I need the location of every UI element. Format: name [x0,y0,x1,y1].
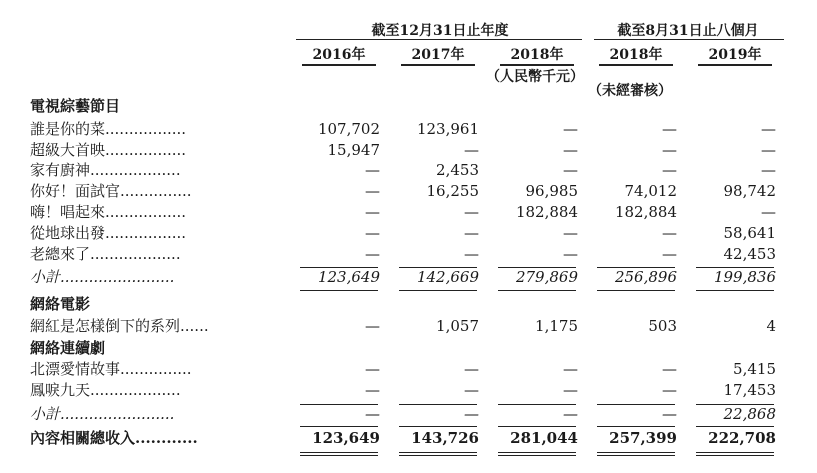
row-label: 北漂愛情故事............... [30,360,192,378]
table-cell: — [662,161,677,179]
table-cell: — [662,224,677,242]
subtotal-rule [300,267,378,268]
subtotal-row [30,404,790,425]
row-label: 小計........................ [30,405,175,423]
table-cell: — [563,224,578,242]
section-heading [30,96,790,117]
table-cell: 123,649 [312,429,380,447]
table-cell: 58,641 [723,224,776,242]
total-double-rule [399,455,477,456]
table-cell: — [563,381,578,399]
table-cell: — [761,141,776,159]
total-double-rule [498,455,576,456]
table-cell: 42,453 [723,245,776,263]
table-row [30,119,790,140]
table-cell: 1,057 [436,317,479,335]
table-cell: 279,869 [515,268,578,286]
table-cell: — [563,245,578,263]
table-cell: — [365,381,380,399]
row-label: 內容相關總收入............ [30,429,198,447]
table-cell: 17,453 [723,381,776,399]
table-cell: 98,742 [723,182,776,200]
subtotal-rule [399,404,477,405]
subtotal-rule [597,290,675,291]
table-cell: — [662,120,677,138]
subtotal-row [30,267,790,288]
table-cell: — [563,360,578,378]
subtotal-rule [498,290,576,291]
table-cell: 281,044 [510,429,578,447]
table-row [30,359,790,380]
table-cell: 15,947 [327,141,380,159]
table-cell: 2,453 [436,161,479,179]
total-double-rule [597,455,675,456]
row-label: 網絡連續劇 [30,339,106,357]
table-row [30,316,790,337]
total-double-rule [696,455,774,456]
table-cell: — [464,360,479,378]
period-group-rule [594,39,784,40]
col-2016: 2016年 [298,44,380,64]
table-cell: — [464,245,479,263]
row-label: 從地球出發................. [30,224,187,242]
col-2017: 2017年 [397,44,479,64]
subtotal-rule [597,404,675,405]
subtotal-rule [300,404,378,405]
total-row [30,428,790,449]
table-cell: 222,708 [708,429,776,447]
subtotal-rule [399,267,477,268]
table-cell: — [365,161,380,179]
table-cell: — [464,381,479,399]
table-row [30,223,790,244]
table-row [30,202,790,223]
subtotal-rule [498,267,576,268]
table-cell: — [662,141,677,159]
table-row [30,380,790,401]
table-cell: 4 [766,317,776,335]
row-label: 誰是你的菜................. [30,120,187,138]
row-label: 嗨！唱起來................. [30,203,187,221]
row-label: 老總來了................... [30,245,181,263]
subtotal-rule [300,290,378,291]
unaudited-label: （未經審核） [588,83,672,99]
table-cell: — [761,203,776,221]
row-label: 家有廚神................... [30,161,181,179]
subtotal-rule [597,426,675,427]
table-cell: 74,012 [624,182,677,200]
table-cell: 96,985 [525,182,578,200]
table-cell: — [464,224,479,242]
table-cell: 1,175 [535,317,578,335]
table-row [30,160,790,181]
total-double-rule [399,452,477,453]
table-cell: — [464,405,479,423]
col-2018-8m: 2018年 [595,44,677,64]
row-label: 電視綜藝節目 [30,97,121,115]
section-heading [30,294,790,315]
col-underline [599,64,673,66]
subtotal-rule [696,290,774,291]
table-cell: — [464,203,479,221]
table-cell: — [365,245,380,263]
section-heading [30,338,790,359]
col-underline [302,64,376,66]
table-cell: 142,669 [416,268,479,286]
table-cell: 182,884 [515,203,578,221]
subtotal-rule [696,426,774,427]
subtotal-rule [300,426,378,427]
table-cell: 143,726 [411,429,479,447]
table-cell: 123,961 [416,120,479,138]
table-row [30,244,790,265]
table-cell: 503 [648,317,677,335]
table-cell: — [761,120,776,138]
period-group-header: 截至8月31日止八個月 [617,23,759,39]
subtotal-rule [696,404,774,405]
table-cell: — [662,405,677,423]
unit-label: （人民幣千元） [486,69,584,85]
table-cell: — [365,360,380,378]
table-cell: — [563,161,578,179]
year-group-header: 截至12月31日止年度 [371,23,509,39]
table-cell: 256,896 [614,268,677,286]
table-cell: 199,836 [713,268,776,286]
table-cell: 107,702 [317,120,380,138]
table-cell: — [662,245,677,263]
col-2018: 2018年 [496,44,578,64]
table-row [30,181,790,202]
table-cell: 182,884 [614,203,677,221]
col-underline [698,64,772,66]
table-cell: — [563,141,578,159]
table-cell: 5,415 [733,360,776,378]
table-cell: — [365,317,380,335]
subtotal-rule [399,290,477,291]
table-cell: 16,255 [426,182,479,200]
subtotal-rule [597,267,675,268]
table-cell: 257,399 [609,429,677,447]
total-double-rule [597,452,675,453]
col-underline [401,64,475,66]
row-label: 小計........................ [30,268,175,286]
table-cell: — [365,405,380,423]
table-cell: — [662,360,677,378]
row-label: 網紅是怎樣倒下的系列...... [30,317,209,335]
total-double-rule [300,452,378,453]
subtotal-rule [498,404,576,405]
table-cell: — [761,161,776,179]
table-cell: — [464,141,479,159]
row-label: 網絡電影 [30,295,91,313]
table-cell: 123,649 [317,268,380,286]
table-cell: — [365,224,380,242]
table-row [30,140,790,161]
table-cell: — [662,381,677,399]
subtotal-rule [498,426,576,427]
table-cell: — [563,120,578,138]
table-cell: — [365,182,380,200]
row-label: 鳳唳九天................... [30,381,181,399]
row-label: 超級大首映................. [30,141,187,159]
table-cell: 22,868 [723,405,776,423]
col-2019-8m: 2019年 [694,44,776,64]
subtotal-rule [399,426,477,427]
subtotal-rule [696,267,774,268]
table-cell: — [365,203,380,221]
total-double-rule [498,452,576,453]
total-double-rule [696,452,774,453]
total-double-rule [300,455,378,456]
table-cell: — [563,405,578,423]
year-group-rule [296,39,582,40]
row-label: 你好！面試官............... [30,182,192,200]
